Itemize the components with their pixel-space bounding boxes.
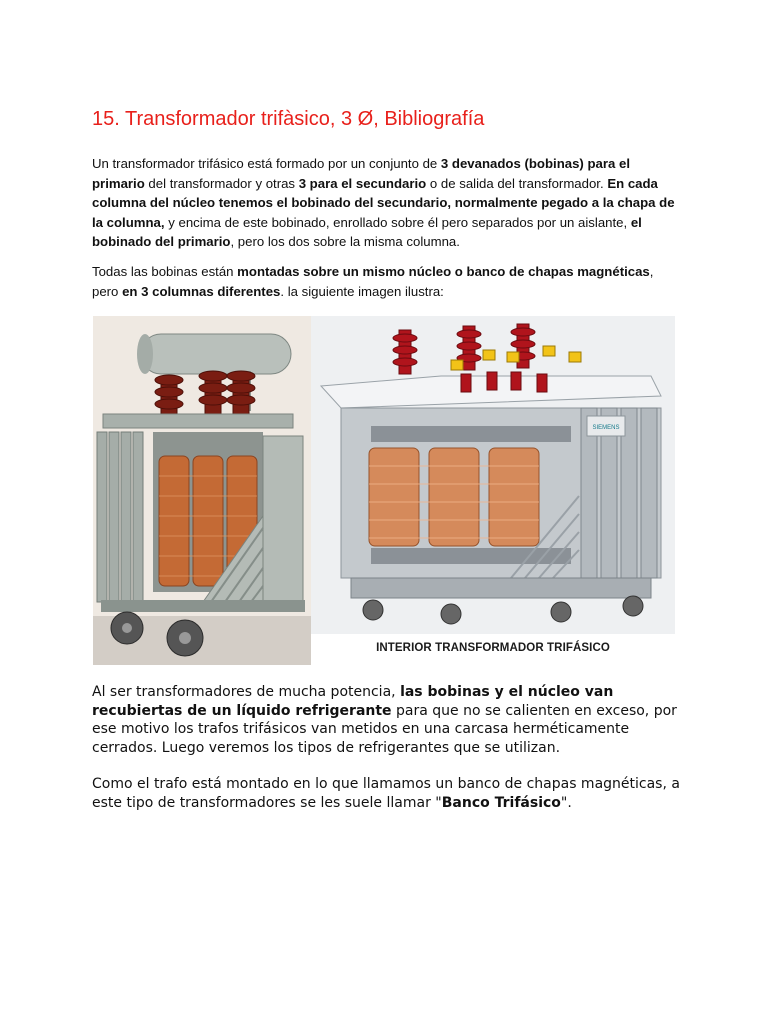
bold-text: en 3 columnas diferentes <box>122 283 281 299</box>
text: y encima de este bobinado, enrollado sobre él pero separados por un aislante, <box>164 214 631 230</box>
paragraph-4 <box>92 775 682 812</box>
text: , pero los dos sobre la misma columna. <box>230 234 460 250</box>
text: o de salida del transformador. <box>426 175 608 191</box>
text: Al ser transformadores de mucha potencia, <box>92 684 401 700</box>
text: del transformador y otras <box>144 175 299 191</box>
text: Todas las bobinas están <box>92 264 238 279</box>
bold-text: el bobinado del primario <box>92 214 642 250</box>
text: ". <box>560 794 572 811</box>
text: para que no se calienten en exceso, por ese motivo los trafos trifásicos van metidos en una carcasa herméticamente cerrados. Luego veremos los tipos de refrigerantes que se utilizan. <box>92 702 677 756</box>
paragraph-2 <box>92 262 682 301</box>
bold-text: 3 para el secundario <box>298 175 427 191</box>
page-title: 15. Transformador trifàsico, 3 Ø, Bibliografía <box>92 108 485 130</box>
nameplate-label: SIEMENS <box>592 425 620 431</box>
text: . la siguiente imagen ilustra: <box>280 283 444 299</box>
figure-caption: INTERIOR TRANSFORMADOR TRIFÁSICO <box>376 642 610 654</box>
bold-text: Banco Trifásico <box>441 794 561 811</box>
paragraph-3 <box>92 683 682 757</box>
text: , pero <box>92 264 654 299</box>
text: Como el trafo está montado en lo que llamamos un banco de chapas magnéticas, a este tipo de transformadores se les suele llamar " <box>92 776 680 811</box>
transformer-cutaway-illustration <box>311 316 675 634</box>
bold-text: En cada columna del núcleo tenemos el bobinado del secundario, normalmente pegado a la chapa de la columna, <box>92 175 675 230</box>
transformer-photo <box>93 316 311 665</box>
bold-text: las bobinas y el núcleo van recubiertas de un líquido refrigerante <box>92 684 614 719</box>
text: Un transformador trifásico está formado por un conjunto de <box>92 156 441 171</box>
paragraph-1 <box>92 154 682 252</box>
bold-text: 3 devanados (bobinas) para el primario <box>92 156 630 191</box>
transformer-figure <box>93 316 675 665</box>
bold-text: montadas sobre un mismo núcleo o banco de chapas magnéticas <box>237 264 650 279</box>
